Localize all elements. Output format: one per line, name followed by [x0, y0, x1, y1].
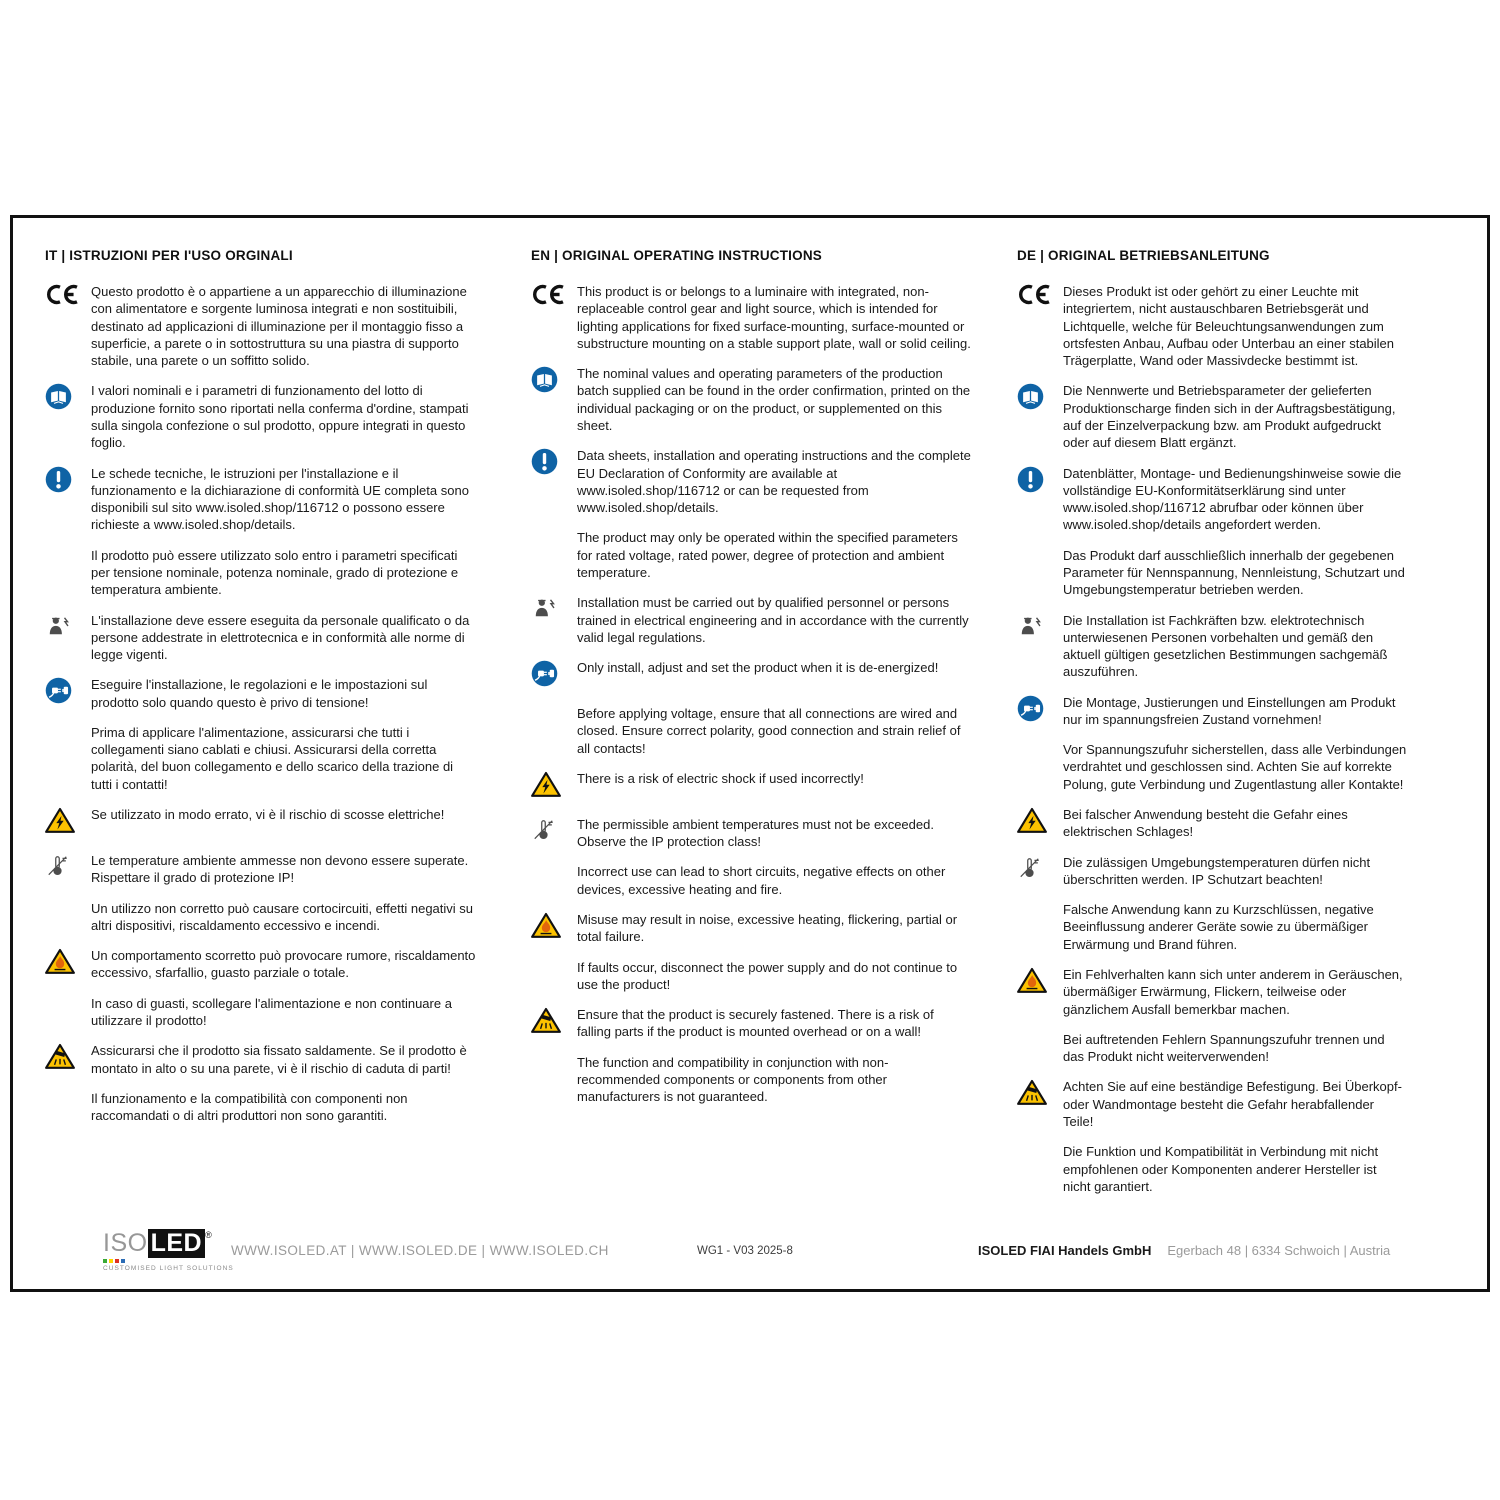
instruction-row — [1017, 547, 1457, 599]
instruction-text: The product may only be operated within the specified parameters for rated voltage, rated power, degree of protection and ambient temperature. — [577, 530, 958, 580]
read-manual-icon — [531, 365, 577, 434]
instruction-row — [45, 852, 485, 887]
info-icon — [1017, 465, 1063, 534]
instruction-text: Bei falscher Anwendung besteht die Gefahr eines elektrischen Schlages! — [1063, 807, 1348, 840]
instruction-row — [1017, 1078, 1457, 1130]
document-code: WG1 - V03 2025-8 — [697, 1245, 793, 1257]
instruction-row — [45, 547, 485, 599]
fire-warning-icon — [45, 947, 91, 982]
instruction-row — [45, 995, 485, 1030]
instruction-row — [531, 863, 971, 898]
ce-icon — [531, 283, 577, 352]
instruction-row — [531, 816, 971, 851]
instruction-row — [1017, 694, 1457, 729]
temperature-icon — [45, 852, 91, 887]
logo-wordmark — [103, 1231, 234, 1256]
instruction-text: Le temperature ambiente ammesse non devono essere superate. Rispettare il grado di protezione IP! — [91, 853, 469, 886]
electrician-icon — [45, 612, 91, 664]
instruction-row — [1017, 901, 1457, 953]
electrician-icon — [531, 594, 577, 646]
icon-spacer — [1017, 1031, 1063, 1066]
logo-iso: ISO — [103, 1229, 148, 1257]
company-name: ISOLED FIAI Handels GmbH — [978, 1243, 1152, 1258]
instruction-row — [45, 676, 485, 711]
instruction-text: The nominal values and operating parameters of the production batch supplied can be found in the order confirmation, printed on the individual packaging or on the product, or supplemented on this sheet. — [577, 366, 971, 433]
icon-spacer — [45, 900, 91, 935]
instruction-text: Bei auftretenden Fehlern Spannungszufuhr trennen und das Produkt nicht weiterverwenden! — [1063, 1031, 1385, 1065]
instruction-row — [531, 705, 971, 757]
language-columns — [45, 248, 1457, 1208]
instruction-text: Datenblätter, Montage- und Bedienungshinweise sowie die vollständige EU-Konformitätserklärung sind unter www.isoled.shop/116712 abrufbar oder können über www.isoled.shop/details angefordert werden. — [1063, 465, 1402, 533]
column-header-de: DE | ORIGINAL BETRIEBSANLEITUNG — [1017, 248, 1270, 263]
instruction-row — [45, 900, 485, 935]
instruction-row — [531, 911, 971, 946]
instruction-row — [531, 959, 971, 994]
column-german — [1017, 248, 1457, 1208]
isoled-logo — [103, 1231, 234, 1272]
logo-color-marks-icon — [103, 1259, 234, 1263]
company-block — [978, 1243, 1390, 1258]
instruction-text: Data sheets, installation and operating instructions and the complete EU Declaration of Conformity are available at www.isoled.shop/116712 or can be requested from www.isoled.shop/details. — [577, 448, 971, 516]
instruction-row — [1017, 382, 1457, 451]
icon-spacer — [531, 863, 577, 898]
de-energize-icon — [45, 676, 91, 711]
instruction-row — [531, 1054, 971, 1106]
column-body-en — [531, 283, 971, 1106]
instruction-text: In caso di guasti, scollegare l'alimentazione e non continuare a utilizzare il prodotto! — [91, 995, 452, 1028]
icon-spacer — [45, 995, 91, 1030]
instruction-text: Die Montage, Justierungen und Einstellungen am Produkt nur im spannungsfreien Zustand vornehmen! — [1063, 694, 1396, 727]
instruction-text: Un comportamento scorretto può provocare rumore, riscaldamento eccessivo, sfarfallio, guasto parziale o totale. — [91, 948, 476, 981]
instruction-text: Un utilizzo non corretto può causare cortocircuiti, effetti negativi su altri dispositivi, riscaldamento eccessivo e incendi. — [91, 900, 474, 933]
icon-spacer — [531, 705, 577, 757]
instruction-sheet — [10, 215, 1490, 1292]
instruction-row — [45, 806, 485, 839]
instruction-row — [531, 594, 971, 646]
instruction-text: Die Funktion und Kompatibilität in Verbindung mit nicht empfohlenen oder Komponenten anderer Hersteller ist nicht garantiert. — [1063, 1144, 1379, 1194]
instruction-row — [1017, 612, 1457, 681]
icon-spacer — [531, 959, 577, 994]
instruction-row — [1017, 854, 1457, 889]
info-icon — [531, 447, 577, 516]
falling-parts-warning-icon — [1017, 1078, 1063, 1130]
instruction-text: Vor Spannungszufuhr sicherstellen, dass alle Verbindungen verdrahtet und geschlossen sind. Achten Sie auf korrekte Polung, gute Verbindung und Zugentlastung aller Kontakte! — [1063, 742, 1407, 792]
icon-spacer — [45, 547, 91, 599]
instruction-text: Il prodotto può essere utilizzato solo entro i parametri specificati per tensione nominale, potenza nominale, grado di protezione e temperatura ambiente. — [91, 547, 459, 598]
instruction-row — [45, 382, 485, 451]
instruction-text: Il funzionamento e la compatibilità con componenti non raccomandati o di altri produttori non sono garantiti. — [91, 1090, 408, 1124]
instruction-text: If faults occur, disconnect the power supply and do not continue to use the product! — [577, 959, 958, 992]
icon-spacer — [531, 529, 577, 581]
instruction-text: This product is or belongs to a luminaire with integrated, non-replaceable control gear and light source, which is intended for lighting applications for fixed surface-mounting, surface-mounted or substructure mounting on a stable support plate, wall or solid ceiling. — [577, 284, 971, 351]
instruction-text: Achten Sie auf eine beständige Befestigung. Bei Überkopf- oder Wandmontage besteht die Gefahr herabfallender Teile! — [1063, 1079, 1402, 1129]
instruction-row — [45, 1090, 485, 1125]
fire-warning-icon — [1017, 966, 1063, 1018]
instruction-row — [1017, 465, 1457, 534]
instruction-text: Se utilizzato in modo errato, vi è il rischio di scosse elettriche! — [91, 807, 445, 823]
instruction-row — [45, 947, 485, 982]
instruction-row — [45, 612, 485, 664]
icon-spacer — [45, 724, 91, 793]
column-english — [531, 248, 971, 1208]
instruction-text: Incorrect use can lead to short circuits, negative effects on other devices, excessive heating and fire. — [577, 864, 946, 897]
instruction-row — [531, 1006, 971, 1041]
instruction-row — [1017, 741, 1457, 793]
electric-shock-warning-icon — [45, 806, 91, 839]
falling-parts-warning-icon — [531, 1006, 577, 1041]
instruction-row — [531, 659, 971, 692]
instruction-row — [1017, 966, 1457, 1018]
icon-spacer — [1017, 741, 1063, 793]
instruction-text: Misuse may result in noise, excessive heating, flickering, partial or total failure. — [577, 912, 958, 945]
instruction-text: Ein Fehlverhalten kann sich unter anderem in Geräuschen, übermäßiger Erwärmung, Flickern, teilweise oder gänzlichem Ausfall bemerkbar machen. — [1063, 967, 1403, 1017]
instruction-text: L'installazione deve essere eseguita da personale qualificato o da persone addestrate in elettrotecnica e in conformità alle norme di legge vigenti. — [91, 612, 470, 663]
temperature-icon — [1017, 854, 1063, 889]
instruction-text: Das Produkt darf ausschließlich innerhalb der gegebenen Parameter für Nennspannung, Nennleistung, Schutzart und Umgebungstemperatur betrieben werden. — [1063, 547, 1405, 598]
instruction-row — [531, 365, 971, 434]
instruction-row — [531, 529, 971, 581]
instruction-text: Assicurarsi che il prodotto sia fissato saldamente. Se il prodotto è montato in alto o su una parete, vi è il rischio di caduta di parti! — [91, 1043, 467, 1076]
footer — [13, 1230, 1487, 1278]
instruction-text: Dieses Produkt ist oder gehört zu einer Leuchte mit integriertem, nicht austauschbaren Betriebsgerät und Lichtquelle, welche für Beleuchtungsanwendungen zum ortsfesten Anbau, Aufbau oder Unterbau an einer stabilen Trägerplatte, Wand oder Massivdecke bestimmt ist. — [1063, 284, 1395, 369]
instruction-text: Installation must be carried out by qualified personnel or persons trained in electrical engineering and in accordance with the currently valid legal regulations. — [577, 595, 969, 645]
icon-spacer — [1017, 547, 1063, 599]
instruction-row — [1017, 1143, 1457, 1195]
instruction-text: Before applying voltage, ensure that all connections are wired and closed. Ensure correct polarity, good connection and strain relief of all contacts! — [577, 706, 961, 756]
electric-shock-warning-icon — [531, 770, 577, 803]
logo-led: LED — [148, 1229, 206, 1258]
column-body-de — [1017, 283, 1457, 1195]
column-italian — [45, 248, 485, 1208]
electrician-icon — [1017, 612, 1063, 681]
footer-websites: WWW.ISOLED.AT | WWW.ISOLED.DE | WWW.ISOLED.CH — [231, 1243, 609, 1258]
instruction-row — [45, 283, 485, 369]
instruction-text: Questo prodotto è o appartiene a un apparecchio di illuminazione con alimentatore e sorgente luminosa integrati e non sostituibili, destinato ad applicazioni di illuminazione per il montaggio fisso a superficie, a parete o in sottostruttura su una piastra di supporto stabile, una parete o un soffitto solido. — [91, 284, 467, 369]
ce-icon — [45, 283, 91, 369]
instruction-text: Eseguire l'installazione, le regolazioni e le impostazioni sul prodotto solo quando questo è privo di tensione! — [91, 677, 428, 710]
instruction-text: Die zulässigen Umgebungstemperaturen dürfen nicht überschritten werden. IP Schutzart beachten! — [1063, 854, 1371, 887]
instruction-row — [45, 465, 485, 534]
instruction-text: Die Nennwerte und Betriebsparameter der gelieferten Produktionscharge finden sich in der Auftragsbestätigung, auf der Einzelverpackung bzw. am Produkt aufgedruckt oder auf diesem Blatt ergänzt. — [1063, 383, 1396, 451]
de-energize-icon — [1017, 694, 1063, 729]
instruction-text: Ensure that the product is securely fastened. There is a risk of falling parts if the product is mounted overhead or on a wall! — [577, 1007, 934, 1040]
company-address: Egerbach 48 | 6334 Schwoich | Austria — [1167, 1243, 1391, 1258]
electric-shock-warning-icon — [1017, 806, 1063, 841]
column-header-it: IT | ISTRUZIONI PER I'USO ORGINALI — [45, 248, 293, 263]
icon-spacer — [1017, 901, 1063, 953]
instruction-text: There is a risk of electric shock if used incorrectly! — [577, 770, 864, 786]
read-manual-icon — [45, 382, 91, 451]
registered-trademark-icon: ® — [205, 1230, 213, 1240]
column-body-it — [45, 283, 485, 1124]
logo-tagline: CUSTOMISED LIGHT SOLUTIONS — [103, 1265, 234, 1272]
instruction-text: Prima di applicare l'alimentazione, assicurarsi che tutti i collegamenti siano cablati e chiusi. Assicurarsi della corretta polarità, del buon collegamento e dello scarico della trazione di tutti i contatti! — [91, 724, 454, 792]
read-manual-icon — [1017, 382, 1063, 451]
instruction-row — [1017, 806, 1457, 841]
instruction-row — [531, 447, 971, 516]
instruction-row — [531, 283, 971, 352]
instruction-row — [45, 1042, 485, 1077]
de-energize-icon — [531, 659, 577, 692]
fire-warning-icon — [531, 911, 577, 946]
icon-spacer — [45, 1090, 91, 1125]
column-header-en: EN | ORIGINAL OPERATING INSTRUCTIONS — [531, 248, 822, 263]
instruction-text: Only install, adjust and set the product when it is de-energized! — [577, 660, 939, 676]
instruction-row — [531, 770, 971, 803]
instruction-row — [1017, 283, 1457, 369]
instruction-text: The permissible ambient temperatures must not be exceeded. Observe the IP protection class! — [577, 816, 934, 850]
icon-spacer — [1017, 1143, 1063, 1195]
icon-spacer — [531, 1054, 577, 1106]
instruction-text: I valori nominali e i parametri di funzionamento del lotto di produzione fornito sono riportati nella conferma d'ordine, stampati sulla singola confezione o sul prodotto, oppure integrati in questo foglio. — [91, 383, 469, 451]
instruction-row — [45, 724, 485, 793]
temperature-icon — [531, 816, 577, 851]
ce-icon — [1017, 283, 1063, 369]
instruction-text: Falsche Anwendung kann zu Kurzschlüssen, negative Beeinflussung anderer Geräte sowie zu übermäßiger Erwärmung und Brand führen. — [1063, 902, 1374, 952]
falling-parts-warning-icon — [45, 1042, 91, 1077]
instruction-text: Die Installation ist Fachkräften bzw. elektrotechnisch unterwiesenen Personen vorbehalten und gemäß den aktuell gültigen gesetzlichen Bestimmungen sachgemäß auszuführen. — [1063, 612, 1388, 680]
info-icon — [45, 465, 91, 534]
instruction-row — [1017, 1031, 1457, 1066]
instruction-text: The function and compatibility in conjunction with non-recommended components or components from other manufacturers is not guaranteed. — [577, 1054, 889, 1105]
instruction-text: Le schede tecniche, le istruzioni per l'installazione e il funzionamento e la dichiarazione di conformità UE completa sono disponibili sul sito www.isoled.shop/116712 o possono essere richieste a www.isoled.shop/details. — [91, 465, 469, 533]
